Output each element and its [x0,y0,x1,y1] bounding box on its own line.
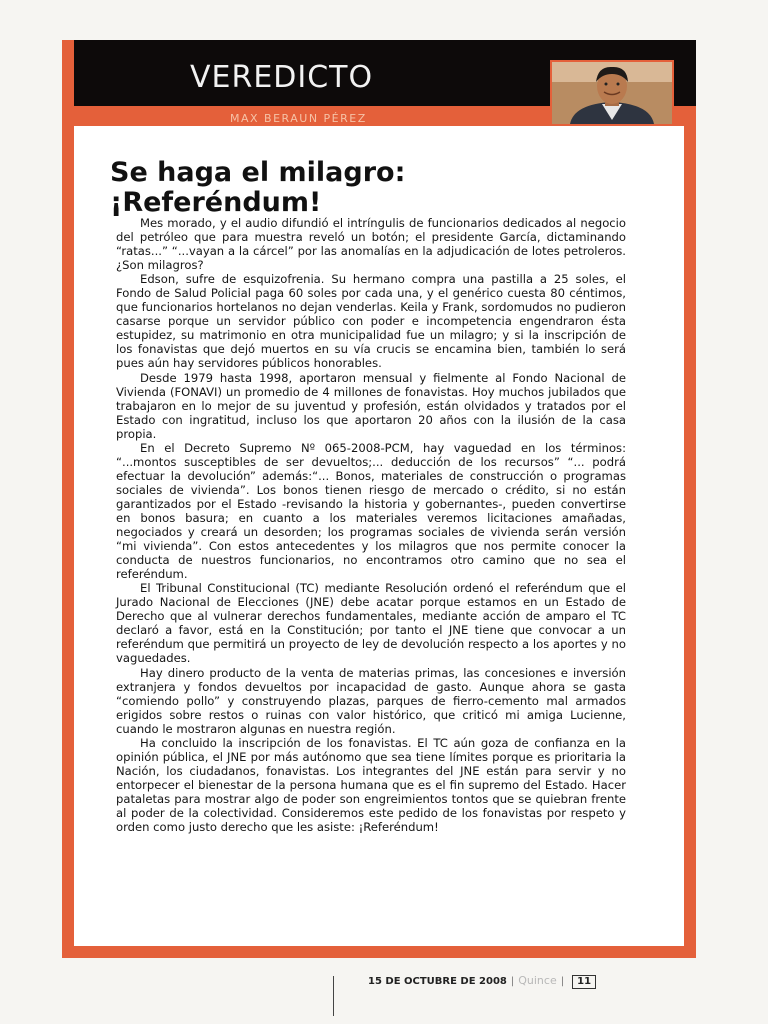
page-footer [368,974,688,994]
author-portrait-icon [552,62,672,124]
page-fold-line [333,976,334,1016]
column-frame [62,40,696,958]
footer-separator: | [560,976,565,987]
author-byline: MAX BERAUN PÉREZ [230,112,367,125]
article-body [116,216,626,834]
column-name: VEREDICTO [190,60,374,95]
headline-line-1: Se haga el milagro: [110,157,406,189]
article-headline [110,158,650,218]
article-paragraph: Edson, sufre de esquizofrenia. Su hermano compra una pastilla a 25 soles, el Fondo de Salud Policial paga 60 soles por cada una, y el genérico cuesta 80 céntimos, que funcionarios hortelanos no dejan venderlas. Keila y Frank, sordomudos no pudieron casarse porque un servidor público con poder e incompetencia engendraron ésta estupidez, su matrimonio en otra municipalidad fue un milagro; y si la inscripción de los fonavistas que dejó muertos en su vía crucis se encamina bien, también lo será pues aún hay servidores públicos honorables. [116,272,626,371]
article-paragraph: Hay dinero producto de la venta de materias primas, las concesiones e inversión extranjera y fondos devueltos por incapacidad de gasto. Aunque ahora se gasta “comiendo pollo” y construyendo plazas, parques de fierro-cemento mal armados erigidos sobre restos o ruinas con valor histórico, que criticó mi amiga Lucienne, cuando le mostraron algunas en nuestra región. [116,665,626,736]
page-number: 11 [572,975,596,989]
issue-date: 15 DE OCTUBRE DE 2008 [368,976,507,987]
footer-separator: | [510,976,515,987]
author-photo [550,60,674,126]
article-paragraph: En el Decreto Supremo Nº 065-2008-PCM, hay vaguedad en los términos: “...montos susceptibles de ser devueltos;... deducción de los recursos” “... podrá efectuar la devolución” además:“... Bonos, materiales de construcción o programas sociales de vivienda”. Los bonos tienen riesgo de mercado o crédito, si no están garantizados por el Estado -revisando la historia y gobernantes-, pueden convertirse en bonos basura; en cuanto a los materiales veremos licitaciones amañadas, negociados y creará un desorden; los programas sociales de vivienda serán versión “mi vivienda”. Con estos antecedentes y los milagros que nos permite conocer la conducta de nuestros funcionarios, no encontramos otro camino que no sea el referéndum. [116,440,626,582]
article-paragraph: El Tribunal Constitucional (TC) mediante Resolución ordenó el referéndum que el Jurado Nacional de Elecciones (JNE) debe acatar porque estamos en un Estado de Derecho que al vulnerar derechos fundamentales, mediante acción de amparo el TC declaró a favor, está en la Constitución; por tanto el JNE tiene que convocar a un referéndum que permitirá un proyecto de ley de devolución respecto a los aportes y no vaguedades. [116,581,626,666]
article-panel [74,126,684,946]
article-paragraph: Mes morado, y el audio difundió el intríngulis de funcionarios dedicados al negocio del petróleo que para muestra reveló un botón; el presidente García, dictaminando “ratas...” “...vayan a la cárcel” por las anomalías en la adjudicación de lotes petroleros. ¿Son milagros? [116,216,626,273]
article-paragraph: Desde 1979 hasta 1998, aportaron mensual y fielmente al Fondo Nacional de Vivienda (FONAVI) un promedio de 4 millones de fonavistas. Hoy muchos jubilados que trabajaron en lo mejor de su juventud y profesión, están olvidados y tratados por el Estado con ingratitud, incluso los que aportaron 20 años con la ilusión de la casa propia. [116,370,626,441]
magazine-name: Quince [518,974,557,987]
headline-line-2: ¡Referéndum! [110,187,322,219]
article-paragraph: Ha concluido la inscripción de los fonavistas. El TC aún goza de confianza en la opinión pública, el JNE por más autónomo que sea tiene límites porque es prioritaria la Nación, los ciudadanos, fonavistas. Los integrantes del JNE están para servir y no entorpecer el bienestar de la persona humana que es el fin supremo del Estado. Hacer pataletas para mostrar algo de poder son engreimientos tontos que se quiebran frente al poder de la colectividad. Consideremos este pedido de los fonavistas por respeto y orden como justo derecho que les asiste: ¡Referéndum! [116,735,626,835]
